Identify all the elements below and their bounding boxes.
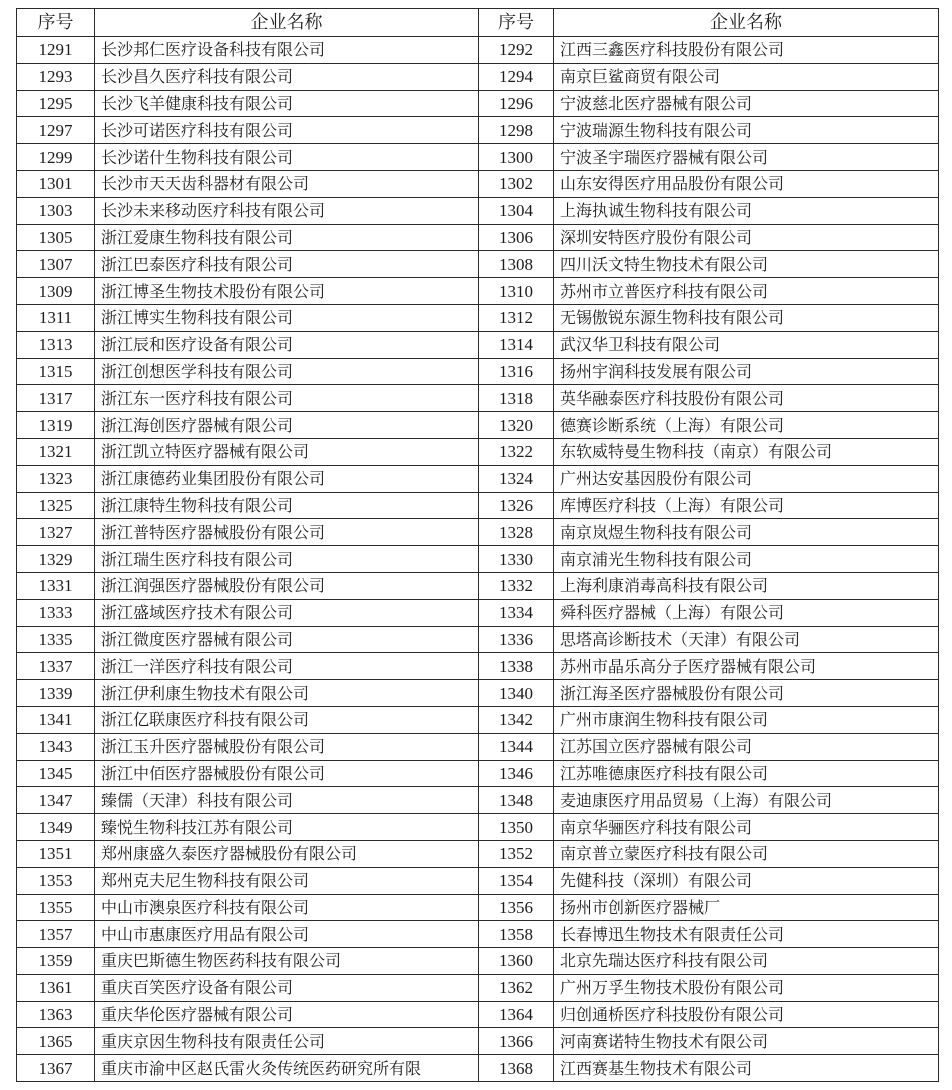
- company-name-left: 浙江瑞生医疗科技有限公司: [95, 546, 479, 573]
- seq-number-right: 1336: [479, 626, 554, 653]
- company-name-left: 浙江盛域医疗技术有限公司: [95, 599, 479, 626]
- table-row: [17, 465, 939, 492]
- seq-number-left: 1327: [17, 519, 95, 546]
- header-seq-left: 序号: [17, 9, 95, 37]
- seq-number-left: 1353: [17, 867, 95, 894]
- seq-number-left: 1335: [17, 626, 95, 653]
- header-row: [17, 9, 939, 37]
- company-name-right: 无锡傲锐东源生物科技有限公司: [554, 304, 939, 331]
- table-row: [17, 385, 939, 412]
- company-name-left: 浙江海创医疗器械有限公司: [95, 412, 479, 439]
- seq-number-right: 1328: [479, 519, 554, 546]
- table-row: [17, 331, 939, 358]
- seq-number-right: 1338: [479, 653, 554, 680]
- company-name-right: 河南赛诺特生物技术有限公司: [554, 1028, 939, 1055]
- table-row: [17, 760, 939, 787]
- seq-number-left: 1343: [17, 733, 95, 760]
- table-row: [17, 1028, 939, 1055]
- seq-number-left: 1319: [17, 412, 95, 439]
- company-name-left: 郑州克夫尼生物科技有限公司: [95, 867, 479, 894]
- seq-number-right: 1320: [479, 412, 554, 439]
- seq-number-right: 1346: [479, 760, 554, 787]
- company-name-right: 江西三鑫医疗科技股份有限公司: [554, 37, 939, 64]
- seq-number-left: 1315: [17, 358, 95, 385]
- seq-number-right: 1368: [479, 1055, 554, 1082]
- company-name-left: 浙江润强医疗器械股份有限公司: [95, 572, 479, 599]
- seq-number-right: 1340: [479, 680, 554, 707]
- table-row: [17, 626, 939, 653]
- seq-number-right: 1348: [479, 787, 554, 814]
- table-header: [17, 9, 939, 37]
- company-name-right: 长春博迅生物技术有限责任公司: [554, 921, 939, 948]
- company-name-right: 武汉华卫科技有限公司: [554, 331, 939, 358]
- seq-number-left: 1303: [17, 197, 95, 224]
- company-name-right: 苏州市晶乐高分子医疗器械有限公司: [554, 653, 939, 680]
- seq-number-left: 1309: [17, 278, 95, 305]
- seq-number-left: 1359: [17, 948, 95, 975]
- seq-number-right: 1326: [479, 492, 554, 519]
- table-row: [17, 90, 939, 117]
- seq-number-left: 1357: [17, 921, 95, 948]
- seq-number-left: 1361: [17, 974, 95, 1001]
- header-company-left: 企业名称: [95, 9, 479, 37]
- company-name-left: 浙江微度医疗器械有限公司: [95, 626, 479, 653]
- company-name-right: 舜科医疗器械（上海）有限公司: [554, 599, 939, 626]
- table-row: [17, 706, 939, 733]
- company-name-left: 浙江爱康生物科技有限公司: [95, 224, 479, 251]
- table-row: [17, 519, 939, 546]
- company-name-left: 浙江中佰医疗器械股份有限公司: [95, 760, 479, 787]
- company-name-left: 浙江凯立特医疗器械有限公司: [95, 438, 479, 465]
- company-name-left: 长沙邦仁医疗设备科技有限公司: [95, 37, 479, 64]
- table-row: [17, 894, 939, 921]
- seq-number-left: 1323: [17, 465, 95, 492]
- company-name-left: 长沙飞羊健康科技有限公司: [95, 90, 479, 117]
- seq-number-right: 1294: [479, 63, 554, 90]
- company-name-right: 上海执诚生物科技有限公司: [554, 197, 939, 224]
- company-name-right: 四川沃文特生物技术有限公司: [554, 251, 939, 278]
- company-name-left: 重庆百笑医疗设备有限公司: [95, 974, 479, 1001]
- company-name-right: 南京华骊医疗科技有限公司: [554, 814, 939, 841]
- company-name-right: 南京普立蒙医疗科技有限公司: [554, 840, 939, 867]
- seq-number-right: 1314: [479, 331, 554, 358]
- company-name-right: 东软威特曼生物科技（南京）有限公司: [554, 438, 939, 465]
- company-name-right: 宁波慈北医疗器械有限公司: [554, 90, 939, 117]
- seq-number-left: 1337: [17, 653, 95, 680]
- seq-number-right: 1364: [479, 1001, 554, 1028]
- seq-number-right: 1296: [479, 90, 554, 117]
- company-name-right: 南京浦光生物科技有限公司: [554, 546, 939, 573]
- company-table: [16, 8, 939, 1082]
- company-name-right: 麦迪康医疗用品贸易（上海）有限公司: [554, 787, 939, 814]
- company-name-right: 库博医疗科技（上海）有限公司: [554, 492, 939, 519]
- company-name-left: 臻悦生物科技江苏有限公司: [95, 814, 479, 841]
- table-row: [17, 251, 939, 278]
- company-name-left: 浙江博实生物科技有限公司: [95, 304, 479, 331]
- seq-number-left: 1363: [17, 1001, 95, 1028]
- company-name-right: 江苏唯德康医疗科技有限公司: [554, 760, 939, 787]
- header-company-right: 企业名称: [554, 9, 939, 37]
- table-row: [17, 197, 939, 224]
- table-row: [17, 974, 939, 1001]
- seq-number-right: 1312: [479, 304, 554, 331]
- seq-number-right: 1302: [479, 170, 554, 197]
- document-page: [16, 8, 938, 1084]
- company-name-right: 先健科技（深圳）有限公司: [554, 867, 939, 894]
- company-name-left: 重庆京因生物科技有限责任公司: [95, 1028, 479, 1055]
- seq-number-right: 1324: [479, 465, 554, 492]
- company-name-left: 郑州康盛久泰医疗器械股份有限公司: [95, 840, 479, 867]
- company-name-left: 浙江东一医疗科技有限公司: [95, 385, 479, 412]
- seq-number-left: 1301: [17, 170, 95, 197]
- seq-number-right: 1366: [479, 1028, 554, 1055]
- table-row: [17, 412, 939, 439]
- seq-number-right: 1292: [479, 37, 554, 64]
- seq-number-right: 1350: [479, 814, 554, 841]
- seq-number-left: 1307: [17, 251, 95, 278]
- seq-number-left: 1295: [17, 90, 95, 117]
- table-row: [17, 599, 939, 626]
- seq-number-left: 1345: [17, 760, 95, 787]
- table-row: [17, 63, 939, 90]
- seq-number-left: 1329: [17, 546, 95, 573]
- table-row: [17, 144, 939, 171]
- company-name-right: 北京先瑞达医疗科技有限公司: [554, 948, 939, 975]
- seq-number-right: 1304: [479, 197, 554, 224]
- table-row: [17, 224, 939, 251]
- table-row: [17, 733, 939, 760]
- seq-number-left: 1339: [17, 680, 95, 707]
- table-row: [17, 814, 939, 841]
- table-row: [17, 921, 939, 948]
- seq-number-left: 1333: [17, 599, 95, 626]
- table-row: [17, 840, 939, 867]
- table-row: [17, 358, 939, 385]
- seq-number-left: 1331: [17, 572, 95, 599]
- seq-number-left: 1293: [17, 63, 95, 90]
- company-name-left: 长沙市天天齿科器材有限公司: [95, 170, 479, 197]
- table-row: [17, 867, 939, 894]
- company-name-right: 宁波瑞源生物科技有限公司: [554, 117, 939, 144]
- company-name-left: 长沙昌久医疗科技有限公司: [95, 63, 479, 90]
- seq-number-left: 1355: [17, 894, 95, 921]
- company-name-right: 浙江海圣医疗器械股份有限公司: [554, 680, 939, 707]
- table-row: [17, 787, 939, 814]
- seq-number-right: 1358: [479, 921, 554, 948]
- company-name-right: 南京岚煜生物科技有限公司: [554, 519, 939, 546]
- company-name-right: 扬州宇润科技发展有限公司: [554, 358, 939, 385]
- company-name-right: 思塔高诊断技术（天津）有限公司: [554, 626, 939, 653]
- company-name-right: 归创通桥医疗科技股份有限公司: [554, 1001, 939, 1028]
- seq-number-right: 1342: [479, 706, 554, 733]
- seq-number-left: 1347: [17, 787, 95, 814]
- company-name-right: 山东安得医疗用品股份有限公司: [554, 170, 939, 197]
- table-row: [17, 546, 939, 573]
- company-name-left: 浙江伊利康生物技术有限公司: [95, 680, 479, 707]
- table-row: [17, 170, 939, 197]
- seq-number-left: 1341: [17, 706, 95, 733]
- seq-number-right: 1332: [479, 572, 554, 599]
- company-name-left: 中山市惠康医疗用品有限公司: [95, 921, 479, 948]
- company-name-right: 深圳安特医疗股份有限公司: [554, 224, 939, 251]
- company-name-right: 南京巨鲨商贸有限公司: [554, 63, 939, 90]
- table-row: [17, 948, 939, 975]
- company-name-right: 宁波圣宇瑞医疗器械有限公司: [554, 144, 939, 171]
- company-name-right: 德赛诊断系统（上海）有限公司: [554, 412, 939, 439]
- company-name-left: 浙江一洋医疗科技有限公司: [95, 653, 479, 680]
- table-row: [17, 117, 939, 144]
- seq-number-right: 1330: [479, 546, 554, 573]
- company-name-right: 苏州市立普医疗科技有限公司: [554, 278, 939, 305]
- seq-number-right: 1298: [479, 117, 554, 144]
- company-name-right: 广州市康润生物科技有限公司: [554, 706, 939, 733]
- company-name-left: 浙江康特生物科技有限公司: [95, 492, 479, 519]
- seq-number-right: 1354: [479, 867, 554, 894]
- company-name-left: 浙江普特医疗器械股份有限公司: [95, 519, 479, 546]
- table-row: [17, 572, 939, 599]
- company-name-left: 浙江亿联康医疗科技有限公司: [95, 706, 479, 733]
- seq-number-left: 1299: [17, 144, 95, 171]
- table-row: [17, 438, 939, 465]
- seq-number-right: 1316: [479, 358, 554, 385]
- company-name-left: 重庆巴斯德生物医药科技有限公司: [95, 948, 479, 975]
- company-name-left: 长沙可诺医疗科技有限公司: [95, 117, 479, 144]
- seq-number-right: 1362: [479, 974, 554, 1001]
- seq-number-left: 1365: [17, 1028, 95, 1055]
- company-name-left: 浙江康德药业集团股份有限公司: [95, 465, 479, 492]
- company-name-left: 重庆市渝中区赵氏雷火灸传统医药研究所有限: [95, 1055, 479, 1082]
- table-row: [17, 653, 939, 680]
- table-row: [17, 304, 939, 331]
- company-name-right: 上海利康消毒高科技有限公司: [554, 572, 939, 599]
- seq-number-left: 1325: [17, 492, 95, 519]
- seq-number-left: 1311: [17, 304, 95, 331]
- seq-number-right: 1310: [479, 278, 554, 305]
- company-name-right: 广州万孚生物技术股份有限公司: [554, 974, 939, 1001]
- seq-number-right: 1322: [479, 438, 554, 465]
- company-name-left: 浙江辰和医疗设备有限公司: [95, 331, 479, 358]
- seq-number-left: 1297: [17, 117, 95, 144]
- header-seq-right: 序号: [479, 9, 554, 37]
- company-name-left: 浙江博圣生物技术股份有限公司: [95, 278, 479, 305]
- seq-number-right: 1352: [479, 840, 554, 867]
- company-name-left: 臻儒（天津）科技有限公司: [95, 787, 479, 814]
- company-name-right: 江苏国立医疗器械有限公司: [554, 733, 939, 760]
- table-row: [17, 1001, 939, 1028]
- seq-number-left: 1291: [17, 37, 95, 64]
- table-row: [17, 680, 939, 707]
- table-row: [17, 1055, 939, 1082]
- table-row: [17, 37, 939, 64]
- seq-number-right: 1306: [479, 224, 554, 251]
- company-name-right: 江西赛基生物技术有限公司: [554, 1055, 939, 1082]
- company-name-right: 广州达安基因股份有限公司: [554, 465, 939, 492]
- seq-number-right: 1318: [479, 385, 554, 412]
- company-name-left: 浙江创想医学科技有限公司: [95, 358, 479, 385]
- seq-number-left: 1351: [17, 840, 95, 867]
- company-name-right: 扬州市创新医疗器械厂: [554, 894, 939, 921]
- seq-number-left: 1367: [17, 1055, 95, 1082]
- seq-number-right: 1356: [479, 894, 554, 921]
- seq-number-right: 1360: [479, 948, 554, 975]
- table-row: [17, 492, 939, 519]
- company-name-left: 浙江玉升医疗器械股份有限公司: [95, 733, 479, 760]
- table-body: [17, 37, 939, 1082]
- seq-number-right: 1344: [479, 733, 554, 760]
- company-name-left: 长沙诺什生物科技有限公司: [95, 144, 479, 171]
- company-name-left: 重庆华伦医疗器械有限公司: [95, 1001, 479, 1028]
- seq-number-left: 1321: [17, 438, 95, 465]
- company-name-left: 长沙未来移动医疗科技有限公司: [95, 197, 479, 224]
- company-name-left: 中山市澳泉医疗科技有限公司: [95, 894, 479, 921]
- company-name-left: 浙江巴泰医疗科技有限公司: [95, 251, 479, 278]
- seq-number-left: 1349: [17, 814, 95, 841]
- table-row: [17, 278, 939, 305]
- seq-number-left: 1305: [17, 224, 95, 251]
- company-name-right: 英华融泰医疗科技股份有限公司: [554, 385, 939, 412]
- seq-number-left: 1317: [17, 385, 95, 412]
- seq-number-left: 1313: [17, 331, 95, 358]
- seq-number-right: 1308: [479, 251, 554, 278]
- seq-number-right: 1300: [479, 144, 554, 171]
- seq-number-right: 1334: [479, 599, 554, 626]
